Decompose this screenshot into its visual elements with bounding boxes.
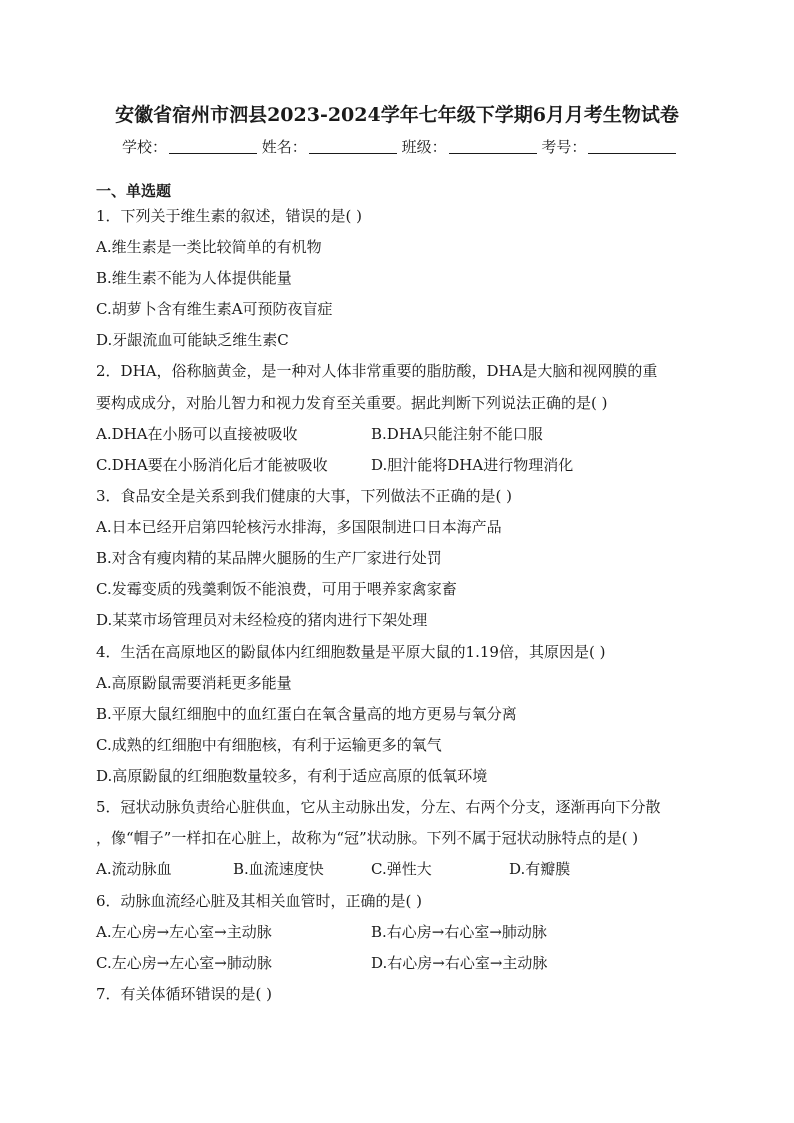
school-label: 学校： [122, 138, 168, 156]
question-4-option-b: B.平原大鼠红细胞中的血红蛋白在氧含量高的地方更易与氧分离 [96, 705, 517, 723]
question-1-option-a: A.维生素是一类比较简单的有机物 [96, 238, 322, 256]
class-blank[interactable] [449, 139, 537, 154]
section-title: 一、单选题 [96, 182, 172, 200]
name-label: 姓名： [261, 138, 307, 156]
question-1-option-c: C.胡萝卜含有维生素A可预防夜盲症 [96, 300, 333, 318]
question-3-option-d: D.某菜市场管理员对未经检疫的猪肉进行下架处理 [96, 611, 428, 629]
question-2-stem-line-2: 要构成成分，对胎儿智力和视力发育至关重要。据此判断下列说法正确的是( ) [96, 394, 608, 412]
question-5-option-b: B.血流速度快 [233, 860, 324, 878]
question-2-option-d: D.胆汁能将DHA进行物理消化 [371, 456, 574, 474]
question-3-option-b: B.对含有瘦肉精的某品牌火腿肠的生产厂家进行处罚 [96, 549, 442, 567]
question-5-option-c: C.弹性大 [371, 860, 432, 878]
question-5-option-a: A.流动脉血 [96, 860, 172, 878]
exam-title: 安徽省宿州市泗县2023-2024学年七年级下学期6月月考生物试卷 [115, 104, 679, 126]
question-3-option-a: A.日本已经开启第四轮核污水排海，多国限制进口日本海产品 [96, 518, 502, 536]
question-6-option-c: C.左心房→左心室→肺动脉 [96, 954, 272, 972]
question-4-stem: 4．生活在高原地区的鼢鼠体内红细胞数量是平原大鼠的1.19倍，其原因是( ) [96, 643, 606, 661]
question-4-option-c: C.成熟的红细胞中有细胞核，有利于运输更多的氧气 [96, 736, 442, 754]
question-2-option-b: B.DHA只能注射不能口服 [371, 425, 543, 443]
question-6-stem: 6．动脉血流经心脏及其相关血管时，正确的是( ) [96, 892, 423, 910]
question-5-stem-line-1: 5．冠状动脉负责给心脏供血，它从主动脉出发，分左、右两个分支，逐渐再向下分散 [96, 798, 661, 816]
question-4-option-d: D.高原鼢鼠的红细胞数量较多，有利于适应高原的低氧环境 [96, 767, 488, 785]
question-1-option-d: D.牙龈流血可能缺乏维生素C [96, 331, 289, 349]
question-2-option-a: A.DHA在小肠可以直接被吸收 [96, 425, 298, 443]
number-label: 考号： [541, 138, 587, 156]
number-blank[interactable] [588, 139, 676, 154]
question-2-option-c: C.DHA要在小肠消化后才能被吸收 [96, 456, 328, 474]
question-1-option-b: B.维生素不能为人体提供能量 [96, 269, 292, 287]
question-7-stem: 7．有关体循环错误的是( ) [96, 985, 273, 1003]
question-5-stem-line-2: ，像“帽子”一样扣在心脏上，故称为“冠”状动脉。下列不属于冠状动脉特点的是( ) [96, 829, 639, 847]
school-blank[interactable] [169, 139, 257, 154]
question-6-option-a: A.左心房→左心室→主动脉 [96, 923, 272, 941]
question-3-stem: 3．食品安全是关系到我们健康的大事，下列做法不正确的是( ) [96, 487, 513, 505]
student-info-row [122, 136, 676, 157]
question-6-option-b: B.右心房→右心室→肺动脉 [371, 923, 547, 941]
question-3-option-c: C.发霉变质的残羹剩饭不能浪费，可用于喂养家禽家畜 [96, 580, 457, 598]
question-5-option-d: D.有瓣膜 [509, 860, 571, 878]
name-blank[interactable] [309, 139, 397, 154]
class-label: 班级： [401, 138, 447, 156]
question-6-option-d: D.右心房→右心室→主动脉 [371, 954, 548, 972]
question-4-option-a: A.高原鼢鼠需要消耗更多能量 [96, 674, 292, 692]
question-2-stem-line-1: 2．DHA，俗称脑黄金，是一种对人体非常重要的脂肪酸，DHA是大脑和视网膜的重 [96, 362, 658, 380]
question-1-stem: 1．下列关于维生素的叙述，错误的是( ) [96, 207, 363, 225]
